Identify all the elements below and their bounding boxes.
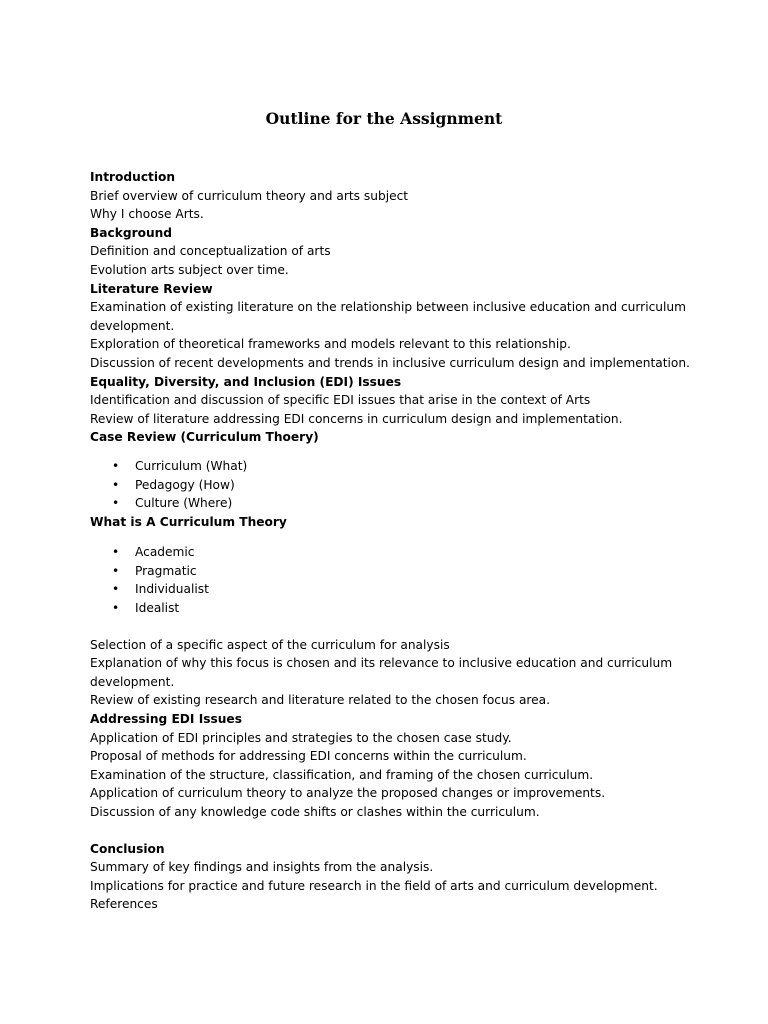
text-line: Examination of the structure, classification, and framing of the chosen curriculum. bbox=[90, 767, 594, 782]
text-line: Definition and conceptualization of arts bbox=[90, 244, 331, 259]
heading-edi-issues: Equality, Diversity, and Inclusion (EDI) Issues bbox=[90, 374, 402, 389]
curriculum-theory-list bbox=[90, 543, 690, 617]
text-line: Exploration of theoretical frameworks and models relevant to this relationship. bbox=[90, 337, 571, 352]
heading-conclusion: Conclusion bbox=[90, 841, 165, 856]
case-review-list bbox=[90, 457, 690, 513]
text-line: Explanation of why this focus is chosen and its relevance to inclusive education and curriculum development. bbox=[90, 656, 673, 689]
bullet-icon: • bbox=[112, 582, 120, 597]
spacer bbox=[90, 822, 690, 840]
text-line: Discussion of any knowledge code shifts or clashes within the curriculum. bbox=[90, 805, 540, 819]
list-item-label: Pragmatic bbox=[135, 563, 197, 578]
heading-addressing-edi: Addressing EDI Issues bbox=[90, 712, 242, 727]
text-line: Discussion of recent developments and trends in inclusive curriculum design and implementation. bbox=[90, 355, 690, 370]
text-line: Evolution arts subject over time. bbox=[90, 262, 289, 277]
text-line: Identification and discussion of specific EDI issues that arise in the context of Arts bbox=[90, 393, 591, 408]
list-item-label: Individualist bbox=[135, 582, 209, 597]
text-line: Examination of existing literature on the relationship between inclusive education and curriculum development. bbox=[90, 300, 686, 333]
list-item bbox=[90, 457, 690, 476]
text-line: Selection of a specific aspect of the curriculum for analysis bbox=[90, 637, 450, 652]
bullet-icon: • bbox=[112, 477, 120, 492]
bullet-icon: • bbox=[112, 563, 120, 578]
list-item bbox=[90, 494, 690, 513]
text-line: Implications for practice and future research in the field of arts and curriculum development. bbox=[90, 878, 658, 893]
list-item bbox=[90, 543, 690, 562]
text-line: Why I choose Arts. bbox=[90, 207, 204, 222]
heading-background: Background bbox=[90, 225, 173, 240]
text-line: Application of curriculum theory to analyze the proposed changes or improvements. bbox=[90, 786, 606, 801]
list-item bbox=[90, 599, 690, 618]
document-body bbox=[90, 168, 690, 914]
bullet-icon: • bbox=[112, 601, 120, 616]
list-item-label: Academic bbox=[135, 545, 195, 560]
heading-curriculum-theory: What is A Curriculum Theory bbox=[90, 514, 287, 529]
heading-case-review: Case Review (Curriculum Thoery) bbox=[90, 430, 319, 445]
list-item bbox=[90, 580, 690, 599]
list-item-label: Curriculum (What) bbox=[135, 458, 248, 473]
bullet-icon: • bbox=[112, 458, 120, 473]
bullet-icon: • bbox=[112, 496, 120, 511]
text-line: Review of existing research and literature related to the chosen focus area. bbox=[90, 693, 550, 708]
text-line: Brief overview of curriculum theory and arts subject bbox=[90, 188, 409, 203]
text-line: Proposal of methods for addressing EDI concerns within the curriculum. bbox=[90, 749, 527, 764]
list-item-label: Idealist bbox=[135, 601, 180, 616]
text-line: Review of literature addressing EDI concerns in curriculum design and implementation. bbox=[90, 411, 623, 426]
bullet-icon: • bbox=[112, 545, 120, 560]
references-line: References bbox=[90, 897, 158, 912]
heading-introduction: Introduction bbox=[90, 170, 176, 184]
list-item-label: Pedagogy (How) bbox=[135, 477, 235, 492]
document-title: Outline for the Assignment bbox=[265, 109, 503, 128]
list-item-label: Culture (Where) bbox=[135, 496, 233, 511]
text-line: Summary of key findings and insights from the analysis. bbox=[90, 860, 434, 875]
spacer bbox=[90, 618, 690, 636]
text-line: Application of EDI principles and strategies to the chosen case study. bbox=[90, 730, 512, 745]
spacer bbox=[90, 447, 690, 457]
heading-literature-review: Literature Review bbox=[90, 281, 213, 296]
list-item bbox=[90, 476, 690, 495]
list-item bbox=[90, 562, 690, 581]
spacer bbox=[90, 531, 690, 543]
